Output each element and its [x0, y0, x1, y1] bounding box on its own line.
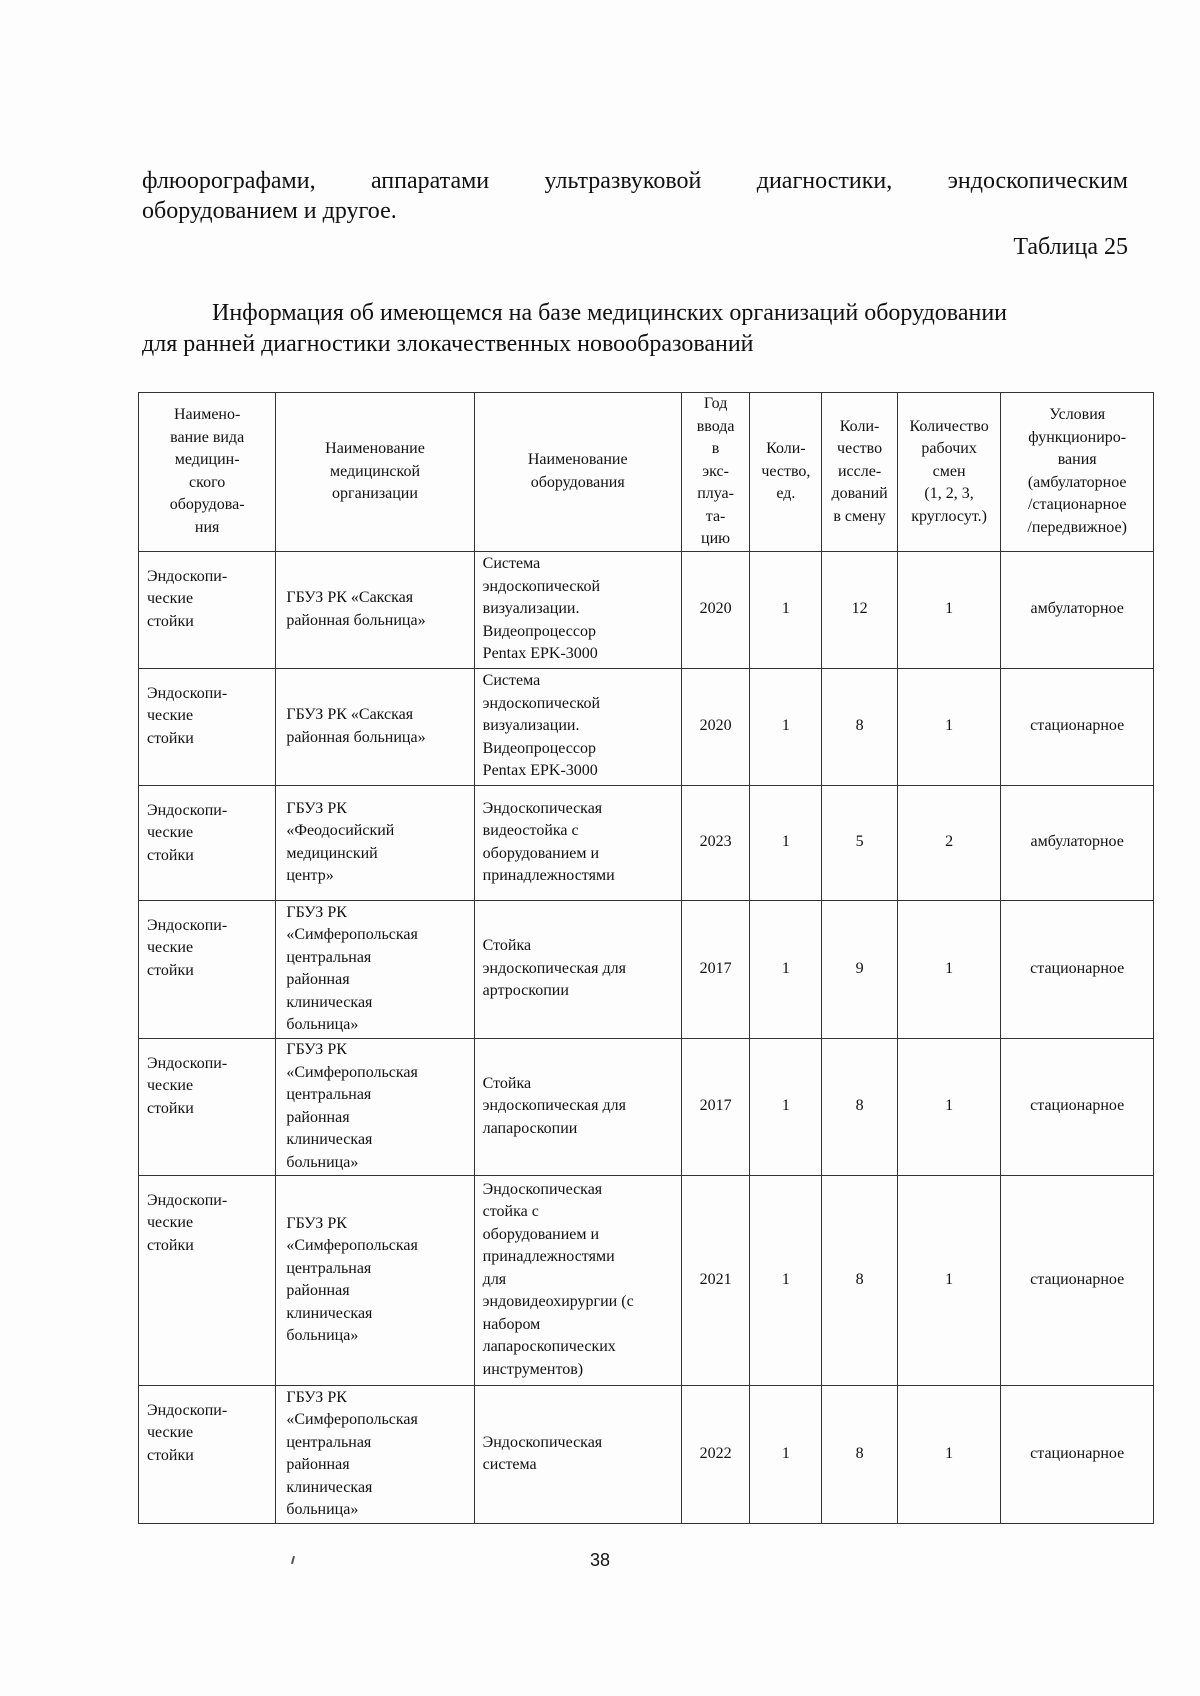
cell-qty: 1	[750, 1385, 822, 1523]
table-label: Таблица 25	[1013, 234, 1128, 260]
intro-word: диагностики,	[756, 168, 893, 194]
table-title-line-1: Информация об имеющемся на базе медицинских организаций оборудовании	[212, 300, 1007, 326]
cell-equipment: Система эндоскопической визуализации. Видеопроцессор Pentax EPK-3000	[474, 551, 681, 668]
cell-equipment: Эндоскопическая система	[474, 1385, 681, 1523]
cell-type: Эндоскопи- ческие стойки	[139, 551, 276, 668]
cell-equipment: Стойка эндоскопическая для артроскопии	[474, 900, 681, 1038]
cell-type: Эндоскопи- ческие стойки	[139, 900, 276, 1038]
cell-equipment: Эндоскопическая стойка с оборудованием и принадлежностями для эндовидеохирургии (с набором лапароскопических инструментов)	[474, 1175, 681, 1385]
intro-word: эндоскопическим	[947, 168, 1128, 194]
cell-condition: амбулаторное	[1001, 551, 1154, 668]
cell-year: 2021	[681, 1175, 750, 1385]
header-equipment-type: Наимено- вание вида медицин- ского оборудова- ния	[139, 393, 276, 552]
table-row	[139, 1175, 1154, 1385]
table-row	[139, 551, 1154, 668]
cell-year: 2022	[681, 1385, 750, 1523]
cell-type: Эндоскопи- ческие стойки	[139, 1175, 276, 1385]
cell-studies: 8	[822, 668, 898, 785]
intro-word: аппаратами	[370, 168, 490, 194]
cell-equipment: Эндоскопическая видеостойка с оборудованием и принадлежностями	[474, 785, 681, 900]
cell-shifts: 1	[897, 551, 1001, 668]
cell-qty: 1	[750, 1038, 822, 1175]
cell-shifts: 1	[897, 900, 1001, 1038]
table-row	[139, 1038, 1154, 1175]
cell-condition: стационарное	[1001, 668, 1154, 785]
intro-word: ультразвуковой	[544, 168, 702, 194]
cell-type: Эндоскопи- ческие стойки	[139, 1038, 276, 1175]
cell-org: ГБУЗ РК «Сакская районная больница»	[276, 551, 474, 668]
cell-qty: 1	[750, 551, 822, 668]
header-quantity: Коли- чество, ед.	[750, 393, 822, 552]
cell-condition: стационарное	[1001, 1385, 1154, 1523]
cell-shifts: 2	[897, 785, 1001, 900]
cell-studies: 5	[822, 785, 898, 900]
cell-shifts: 1	[897, 1175, 1001, 1385]
intro-paragraph	[142, 166, 1128, 226]
table-title-line-2: для ранней диагностики злокачественных новообразований	[142, 331, 754, 357]
cell-condition: стационарное	[1001, 900, 1154, 1038]
header-shifts: Количество рабочих смен (1, 2, 3, круглосут.)	[897, 393, 1001, 552]
cell-org: ГБУЗ РК «Симферопольская центральная районная клиническая больница»	[276, 1385, 474, 1523]
cell-condition: стационарное	[1001, 1038, 1154, 1175]
cell-condition: амбулаторное	[1001, 785, 1154, 900]
cell-year: 2020	[681, 668, 750, 785]
cell-studies: 8	[822, 1385, 898, 1523]
table-row	[139, 1385, 1154, 1523]
table-row	[139, 668, 1154, 785]
header-year: Год ввода в экс- плуа- та- цию	[681, 393, 750, 552]
table-title	[142, 298, 1128, 360]
cell-org: ГБУЗ РК «Сакская районная больница»	[276, 668, 474, 785]
cell-type: Эндоскопи- ческие стойки	[139, 1385, 276, 1523]
cell-qty: 1	[750, 785, 822, 900]
cell-org: ГБУЗ РК «Симферопольская центральная районная клиническая больница»	[276, 1175, 474, 1385]
cell-org: ГБУЗ РК «Симферопольская центральная районная клиническая больница»	[276, 900, 474, 1038]
cell-year: 2023	[681, 785, 750, 900]
cell-qty: 1	[750, 900, 822, 1038]
cell-type: Эндоскопи- ческие стойки	[139, 668, 276, 785]
page-number: 38	[589, 1550, 611, 1570]
cell-qty: 1	[750, 668, 822, 785]
cell-condition: стационарное	[1001, 1175, 1154, 1385]
cell-studies: 9	[822, 900, 898, 1038]
cell-shifts: 1	[897, 1385, 1001, 1523]
cell-studies: 8	[822, 1038, 898, 1175]
equipment-table	[138, 392, 1154, 1524]
cell-org: ГБУЗ РК «Феодосийский медицинский центр»	[276, 785, 474, 900]
header-equipment-name: Наименование оборудования	[474, 393, 681, 552]
cell-shifts: 1	[897, 1038, 1001, 1175]
intro-line-1	[142, 166, 1128, 196]
cell-equipment: Система эндоскопической визуализации. Видеопроцессор Pentax EPK-3000	[474, 668, 681, 785]
header-organization: Наименование медицинской организации	[276, 393, 474, 552]
table-row	[139, 785, 1154, 900]
cell-year: 2020	[681, 551, 750, 668]
cell-studies: 12	[822, 551, 898, 668]
cell-qty: 1	[750, 1175, 822, 1385]
cell-type: Эндоскопи- ческие стойки	[139, 785, 276, 900]
table-row	[139, 900, 1154, 1038]
cell-org: ГБУЗ РК «Симферопольская центральная районная клиническая больница»	[276, 1038, 474, 1175]
intro-line-2: оборудованием и другое.	[142, 198, 397, 224]
header-row	[139, 393, 1154, 552]
cell-year: 2017	[681, 900, 750, 1038]
cell-studies: 8	[822, 1175, 898, 1385]
cell-shifts: 1	[897, 668, 1001, 785]
intro-word: флюорографами,	[142, 168, 316, 194]
cell-equipment: Стойка эндоскопическая для лапароскопии	[474, 1038, 681, 1175]
header-conditions: Условия функциониро- вания (амбулаторное /стационарное /передвижное)	[1001, 393, 1154, 552]
cell-year: 2017	[681, 1038, 750, 1175]
header-studies-per-shift: Коли- чество иссле- дований в смену	[822, 393, 898, 552]
